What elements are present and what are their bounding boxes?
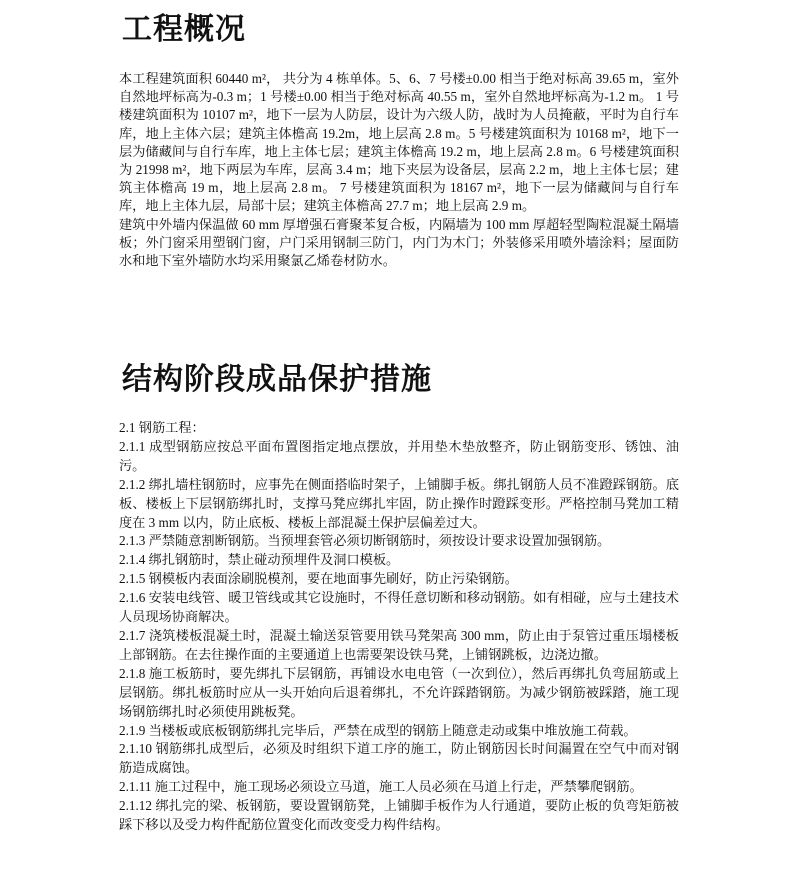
list-item: 2.1.7 浇筑楼板混凝土时，混凝土输送泵管要用铁马凳架高 300 mm，防止由于泵管过重压塌楼板上部钢筋。在去往操作面的主要通道上也需要架设铁马凳，上铺钢跳板，边浇边撤。	[119, 627, 679, 662]
list-item: 2.1.5 钢模板内表面涂刷脱模剂，要在地面事先刷好，防止污染钢筋。	[119, 571, 518, 587]
list-item: 2.1.11 施工过程中，施工现场必须设立马道，施工人员必须在马道上行走，严禁攀爬钢筋。	[119, 779, 643, 795]
paragraph: 建筑中外墙内保温做 60 mm 厚增强石膏聚苯复合板，内隔墙为 100 mm 厚超轻型陶粒混凝土隔墙板；外门窗采用塑钢门窗，户门采用钢制三防门，内门为木门；外装修采用喷外墙涂料；屋面防水和地下室外墙防水均采用聚氯乙烯卷材防水。	[119, 216, 679, 269]
list-item: 2.1.9 当楼板或底板钢筋绑扎完毕后，严禁在成型的钢筋上随意走动或集中堆放施工荷载。	[119, 722, 637, 738]
section-title-project-overview: 工程概况	[122, 12, 246, 47]
list-item: 2.1.3 严禁随意割断钢筋。当预埋套管必须切断钢筋时，须按设计要求设置加强钢筋。	[119, 533, 611, 549]
protection-measures-list	[119, 419, 679, 835]
list-item: 2.1 钢筋工程：	[119, 420, 205, 435]
list-item: 2.1.10 钢筋绑扎成型后，必须及时组织下道工序的施工，防止钢筋因长时间漏置在空气中而对钢筋造成腐蚀。	[119, 741, 679, 776]
project-overview-body	[119, 70, 679, 270]
list-item: 2.1.2 绑扎墙柱钢筋时，应事先在侧面搭临时架子，上铺脚手板。绑扎钢筋人员不准蹬踩钢筋。底板、楼板上下层钢筋绑扎时，支撑马凳应绑扎牢固，防止操作时蹬踩变形。严格控制马凳加工精度在 3 mm 以内，防止底板、楼板上部混凝土保护层偏差过大。	[119, 476, 679, 530]
list-item: 2.1.4 绑扎钢筋时，禁止碰动预埋件及洞口模板。	[119, 552, 400, 568]
list-item: 2.1.8 施工板筋时，要先绑扎下层钢筋，再铺设水电电管（一次到位），然后再绑扎负弯屈筋或上层钢筋。绑扎板筋时应从一头开始向后退着绑扎，不允许踩踏钢筋。为减少钢筋被踩踏，施工现场钢筋绑扎时必须使用跳板凳。	[119, 665, 679, 719]
paragraph: 本工程建筑面积 60440 m²， 共分为 4 栋单体。5、6、7 号楼±0.00 相当于绝对标高 39.65 m，室外自然地坪标高为-0.3 m；1 号楼±0.00 相当于绝对标高 40.55 m，室外自然地坪标高为-1.2 m。 1 号楼建筑面积为 10107 m²，地下一层为人防层，设计为六级人防，战时为人员掩蔽，平时为自行车库，地上主体六层；建筑主体檐高 19.2m，地上层高 2.8 m。5 号楼建筑面积为 10168 m²，地下一层为储藏间与自行车库，地上主体七层；建筑主体檐高 19.2 m，地上层高 2.8 m。6 号楼建筑面积为 21998 m²，地下两层为车库，层高 3.4 m；地下夹层为设备层，层高 2.2 m，地上主体七层；建筑主体檐高 19 m，地上层高 2.8 m。 7 号楼建筑面积为 18167 m²，地下一层为储藏间与自行车库，地上主体九层，局部十层；建筑主体檐高 27.7 m；地上层高 2.9 m。	[119, 71, 679, 214]
section-title-protection-measures: 结构阶段成品保护措施	[122, 362, 432, 397]
list-item: 2.1.6 安装电线管、暖卫管线或其它设施时，不得任意切断和移动钢筋。如有相碰，应与土建技术人员现场协商解决。	[119, 590, 679, 625]
list-item: 2.1.12 绑扎完的梁、板钢筋，要设置钢筋凳，上铺脚手板作为人行通道，要防止板的负弯矩筋被踩下移以及受力构件配筋位置变化而改变受力构件结构。	[119, 798, 679, 833]
list-item: 2.1.1 成型钢筋应按总平面布置图指定地点摆放，并用垫木垫放整齐，防止钢筋变形、锈蚀、油污。	[119, 438, 679, 473]
